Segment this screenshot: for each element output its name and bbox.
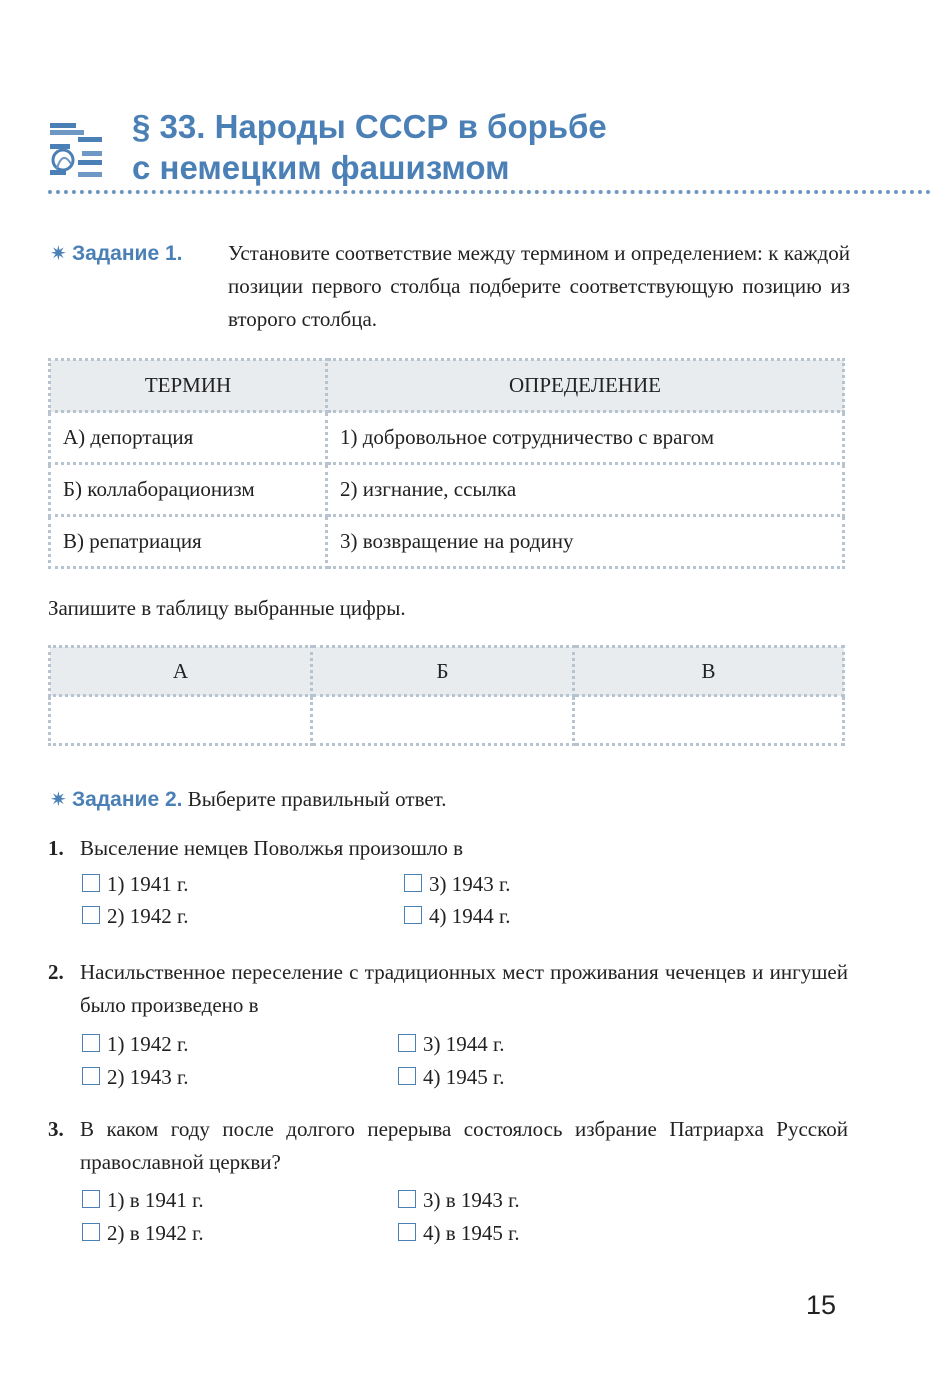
checkbox-icon[interactable] [82,1034,100,1052]
option[interactable] [82,1065,189,1090]
option[interactable] [82,1221,204,1246]
option-label: 1) 1942 г. [107,1032,189,1056]
answer-header-row [50,647,844,696]
option-label: 3) 1943 г. [429,872,511,896]
question-text: Выселение немцев Поволжья произошло в [80,836,464,860]
checkbox-icon[interactable] [398,1067,416,1085]
checkbox-icon[interactable] [398,1223,416,1241]
question-text: В каком году после долгого перерыва состоялось избрание Патриарха Русской православной церкви? [80,1117,848,1174]
col-header-definition: ОПРЕДЕЛЕНИЕ [327,360,844,412]
book-stack-icon [48,120,104,182]
option[interactable] [404,872,511,897]
asterisk-icon: ✷ [50,787,67,811]
task-1 [50,237,850,336]
term-cell: В) репатриация [50,516,327,568]
option-label: 2) в 1942 г. [107,1221,204,1245]
answer-header-b: Б [312,647,574,696]
answer-header-v: В [574,647,844,696]
answer-header-a: А [50,647,312,696]
question-1 [48,832,848,865]
option[interactable] [82,904,189,929]
option[interactable] [398,1065,505,1090]
definition-cell: 1) добровольное сотрудничество с врагом [327,412,844,464]
option[interactable] [82,1032,189,1057]
write-instruction: Запишите в таблицу выбранные цифры. [48,596,406,620]
table-row [50,516,844,568]
question-number: 3. [48,1117,64,1141]
option-label: 3) 1944 г. [423,1032,505,1056]
option[interactable] [82,1188,204,1213]
task-1-label: Задание 1. [72,242,183,265]
option-label: 2) 1942 г. [107,904,189,928]
option[interactable] [404,904,511,929]
question-number: 2. [48,960,64,984]
answer-input-row [50,696,844,745]
checkbox-icon[interactable] [82,1190,100,1208]
task-1-heading [50,237,182,270]
checkbox-icon[interactable] [82,1223,100,1241]
option-label: 2) 1943 г. [107,1065,189,1089]
checkbox-icon[interactable] [398,1034,416,1052]
option-label: 1) в 1941 г. [107,1188,204,1212]
checkbox-icon[interactable] [82,1067,100,1085]
definition-cell: 2) изгнание, ссылка [327,464,844,516]
answer-cell-v[interactable] [574,696,844,745]
option[interactable] [82,872,189,897]
header-divider [48,190,931,194]
option-label: 4) 1945 г. [423,1065,505,1089]
table-row [50,464,844,516]
checkbox-icon[interactable] [82,874,100,892]
checkbox-icon[interactable] [82,906,100,924]
option[interactable] [398,1032,505,1057]
page-number: 15 [806,1290,837,1320]
option[interactable] [398,1221,520,1246]
page-title [132,106,607,188]
term-cell: Б) коллаборационизм [50,464,327,516]
question-3 [48,1113,848,1179]
checkbox-icon[interactable] [404,874,422,892]
question-2 [48,956,848,1022]
answer-cell-a[interactable] [50,696,312,745]
checkbox-icon[interactable] [404,906,422,924]
title-line-1: § 33. Народы СССР в борьбе [132,108,607,145]
table-header-row [50,360,844,412]
option-label: 3) в 1943 г. [423,1188,520,1212]
answer-table [48,645,845,746]
asterisk-icon: ✷ [50,241,67,265]
question-number: 1. [48,836,64,860]
option-label: 4) 1944 г. [429,904,511,928]
term-cell: А) депортация [50,412,327,464]
question-text: Насильственное переселение с традиционных мест проживания чеченцев и ингушей было произведено в [80,960,848,1017]
task-2-heading [50,787,447,812]
definition-cell: 3) возвращение на родину [327,516,844,568]
task-2-label: Задание 2. [72,788,183,811]
term-definition-table [48,358,845,569]
option-label: 4) в 1945 г. [423,1221,520,1245]
col-header-term: ТЕРМИН [50,360,327,412]
task-1-text: Установите соответствие между термином и определением: к каждой позиции первого столбца подберите соответствующую позицию из второго столбца. [228,241,850,331]
checkbox-icon[interactable] [398,1190,416,1208]
answer-cell-b[interactable] [312,696,574,745]
option-label: 1) 1941 г. [107,872,189,896]
table-row [50,412,844,464]
title-line-2: с немецким фашизмом [132,149,510,186]
task-2-text: Выберите правильный ответ. [187,787,447,811]
option[interactable] [398,1188,520,1213]
